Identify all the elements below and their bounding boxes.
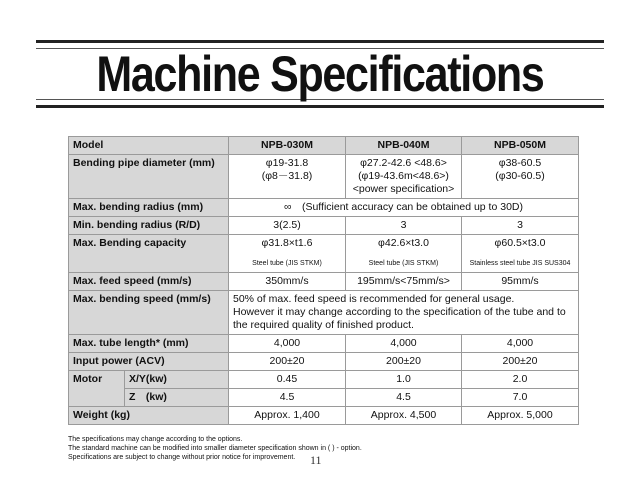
cell-line: φ27.2-42.6 <48.6> — [360, 157, 447, 169]
cell-value: 4,000 — [229, 335, 346, 353]
cell-subtext: Stainless steel tube JIS SUS304 — [469, 260, 571, 267]
header-npb-040m: NPB-040M — [346, 137, 462, 155]
cell-value: 95mm/s — [462, 273, 579, 291]
table-row-input-power — [69, 353, 579, 371]
row-label: Input power (ACV) — [69, 353, 229, 371]
cell-value: 195mm/s<75mm/s> — [346, 273, 462, 291]
table-row-feed-speed — [69, 273, 579, 291]
cell-value: 0.45 — [229, 371, 346, 389]
cell-value: Approx. 1,400 — [229, 407, 346, 425]
cell-value: 200±20 — [462, 353, 579, 371]
row-sublabel-z: Z (kw) — [125, 389, 229, 407]
header-npb-030m: NPB-030M — [229, 137, 346, 155]
cell-value — [346, 155, 462, 199]
cell-line: φ19-31.8 — [265, 157, 309, 169]
cell-value — [462, 155, 579, 199]
cell-value — [229, 291, 579, 335]
row-label: Max. feed speed (mm/s) — [69, 273, 229, 291]
cell-value: 4.5 — [229, 389, 346, 407]
table-row-motor-xy — [69, 371, 579, 389]
row-label: Bending pipe diameter (mm) — [69, 155, 229, 199]
row-label: Weight (kg) — [69, 407, 229, 425]
row-label: Max. bending radius (mm) — [69, 199, 229, 217]
table-row-motor-z — [69, 389, 579, 407]
cell-value: 4.5 — [346, 389, 462, 407]
header-npb-050m: NPB-050M — [462, 137, 579, 155]
cell-subtext: Steel tube (JIS STKM) — [252, 260, 322, 267]
table-row-bending-speed — [69, 291, 579, 335]
title-band — [36, 40, 604, 108]
cell-line: the required quality of finished product. — [233, 319, 414, 331]
cell-value — [229, 155, 346, 199]
header-model: Model — [69, 137, 229, 155]
cell-value: 3 — [346, 217, 462, 235]
cell-line: <power specification> — [352, 183, 455, 195]
table-row-tube-length — [69, 335, 579, 353]
cell-subtext: Steel tube (JIS STKM) — [368, 260, 439, 267]
spec-table — [68, 136, 579, 425]
cell-value: 3 — [462, 217, 579, 235]
cell-value: 2.0 — [462, 371, 579, 389]
cell-line: 50% of max. feed speed is recommended for general usage. — [233, 293, 515, 305]
cell-value: 4,000 — [462, 335, 579, 353]
row-label: Max. bending speed (mm/s) — [69, 291, 229, 335]
cell-value: 200±20 — [229, 353, 346, 371]
cell-value — [229, 235, 346, 273]
footnote: The specifications may change according to the options. — [68, 436, 243, 443]
table-row-weight — [69, 407, 579, 425]
row-label: Max. tube length* (mm) — [69, 335, 229, 353]
cell-line: φ31.8×t1.6 — [261, 237, 313, 249]
cell-line: However it may change according to the specification of the tube and to — [233, 306, 566, 318]
footnotes — [68, 435, 588, 462]
cell-line: φ42.6×t3.0 — [378, 237, 429, 249]
cell-value — [462, 235, 579, 273]
cell-line: (φ19-43.6m<48.6>) — [358, 170, 449, 182]
cell-value: Approx. 4,500 — [346, 407, 462, 425]
row-label-motor: Motor — [69, 371, 125, 407]
table-row-max-radius — [69, 199, 579, 217]
cell-line: φ38-60.5 — [498, 157, 542, 169]
page-title: Machine Specifications — [96, 46, 544, 102]
table-header-row — [69, 137, 579, 155]
cell-line: φ60.5×t3.0 — [494, 237, 546, 249]
row-label: Max. Bending capacity — [69, 235, 229, 273]
table-row-bending-diameter — [69, 155, 579, 199]
cell-value: 3(2.5) — [229, 217, 346, 235]
cell-value: 200±20 — [346, 353, 462, 371]
footnote: Specifications are subject to change without prior notice for improvement. — [68, 454, 296, 461]
cell-value: ∞ (Sufficient accuracy can be obtained up to 30D) — [229, 199, 579, 217]
table-row-capacity — [69, 235, 579, 273]
cell-value: 7.0 — [462, 389, 579, 407]
row-label: Min. bending radius (R/D) — [69, 217, 229, 235]
page-number: 11 — [310, 453, 322, 467]
cell-value — [346, 235, 462, 273]
cell-value: 350mm/s — [229, 273, 346, 291]
table-row-min-radius — [69, 217, 579, 235]
cell-line: (φ30-60.5) — [495, 170, 545, 182]
cell-value: 4,000 — [346, 335, 462, 353]
cell-value: 1.0 — [346, 371, 462, 389]
footnote: The standard machine can be modified into smaller diameter specification shown in ( ) - option. — [68, 445, 362, 452]
row-sublabel-xy: X/Y(kw) — [125, 371, 229, 389]
cell-line: (φ8－31.8) — [261, 170, 313, 182]
cell-value: Approx. 5,000 — [462, 407, 579, 425]
